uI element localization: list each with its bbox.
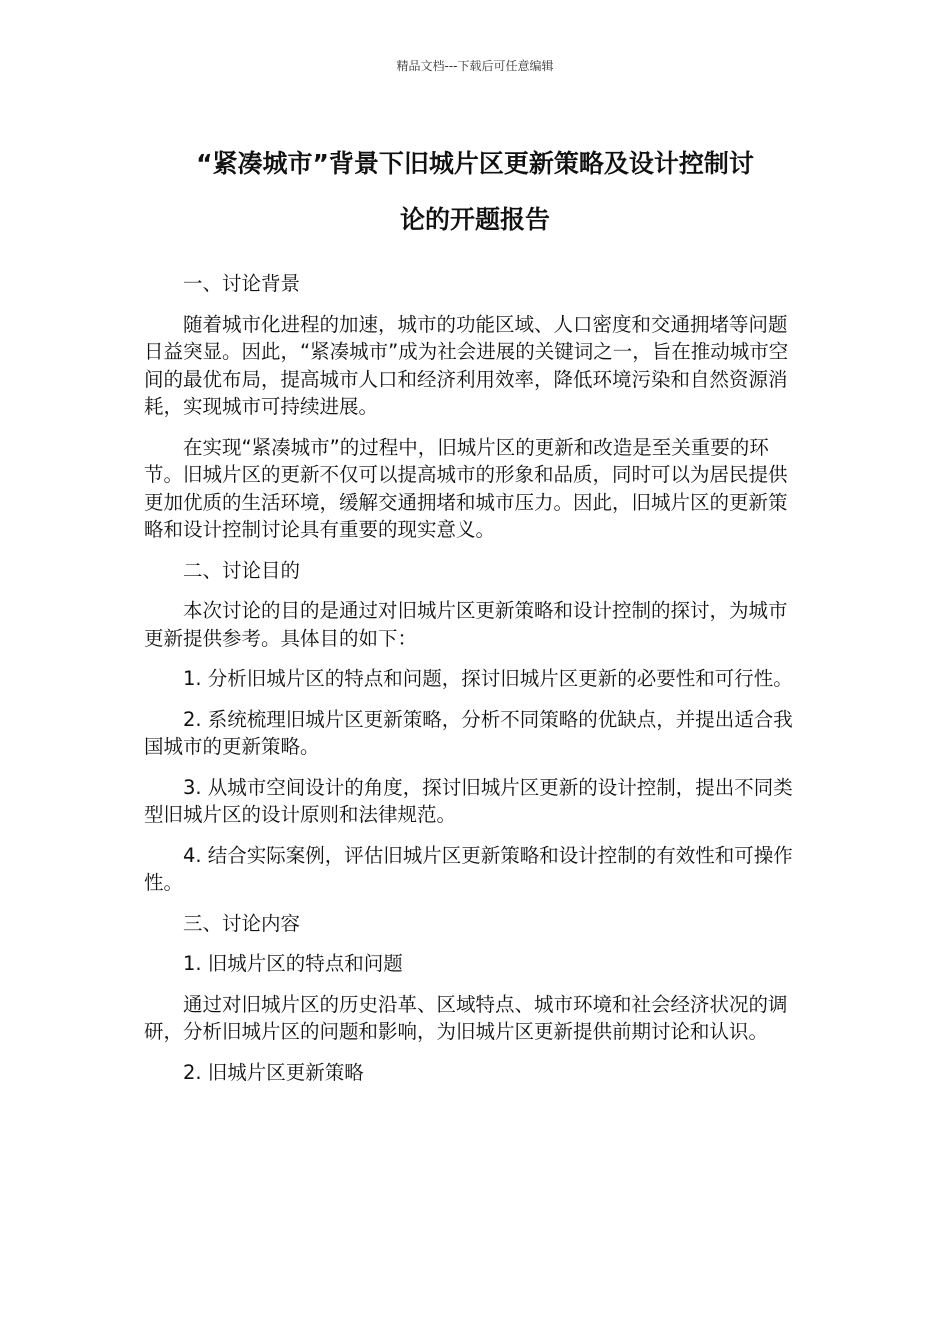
header-watermark: 精品文档---下载后可任意编辑 [396, 59, 554, 73]
section-heading-content: 三、讨论内容 [183, 911, 301, 935]
section-heading-purpose: 二、讨论目的 [183, 558, 301, 582]
document-body [144, 270, 799, 1099]
subsection-heading-1: 1. 旧城片区的特点和问题 [183, 952, 403, 975]
subsection-heading-2: 2. 旧城片区更新策略 [183, 1060, 364, 1084]
title-line-2: 论的开题报告 [399, 205, 550, 234]
title-line-1: “紧凑城市”背景下旧城片区更新策略及设计控制讨 [196, 149, 754, 178]
list-item-purpose-1: 1. 分析旧城片区的特点和问题，探讨旧城片区更新的必要性和可行性。 [183, 667, 793, 690]
paragraph-content-1: 通过对旧城片区的历史沿革、区域特点、城市环境和社会经济状况的调研，分析旧城片区的问题和影响，为旧城片区更新提供前期讨论和认识。 [144, 992, 788, 1043]
list-item-purpose-2: 2. 系统梳理旧城片区更新策略，分析不同策略的优缺点，并提出适合我国城市的更新策略。 [144, 707, 793, 758]
document-title [144, 136, 806, 248]
paragraph-purpose-intro: 本次讨论的目的是通过对旧城片区更新策略和设计控制的探讨，为城市更新提供参考。具体目的如下： [144, 599, 788, 650]
list-item-purpose-4: 4. 结合实际案例，评估旧城片区更新策略和设计控制的有效性和可操作性。 [144, 843, 793, 894]
paragraph-background-1: 随着城市化进程的加速，城市的功能区域、人口密度和交通拥堵等问题日益突显。因此，“紧凑城市”成为社会进展的关键词之一，旨在推动城市空间的最优布局，提高城市人口和经济利用效率，降低环境污染和自然资源消耗，实现城市可持续进展。 [144, 312, 789, 418]
paragraph-background-2: 在实现“紧凑城市”的过程中，旧城片区的更新和改造是至关重要的环节。旧城片区的更新不仅可以提高城市的形象和品质，同时可以为居民提供更加优质的生活环境，缓解交通拥堵和城市压力。因此，旧城片区的更新策略和设计控制讨论具有重要的现实意义。 [144, 435, 788, 541]
section-heading-background: 一、讨论背景 [183, 272, 301, 295]
list-item-purpose-3: 3. 从城市空间设计的角度，探讨旧城片区更新的设计控制，提出不同类型旧城片区的设计原则和法律规范。 [144, 775, 793, 826]
